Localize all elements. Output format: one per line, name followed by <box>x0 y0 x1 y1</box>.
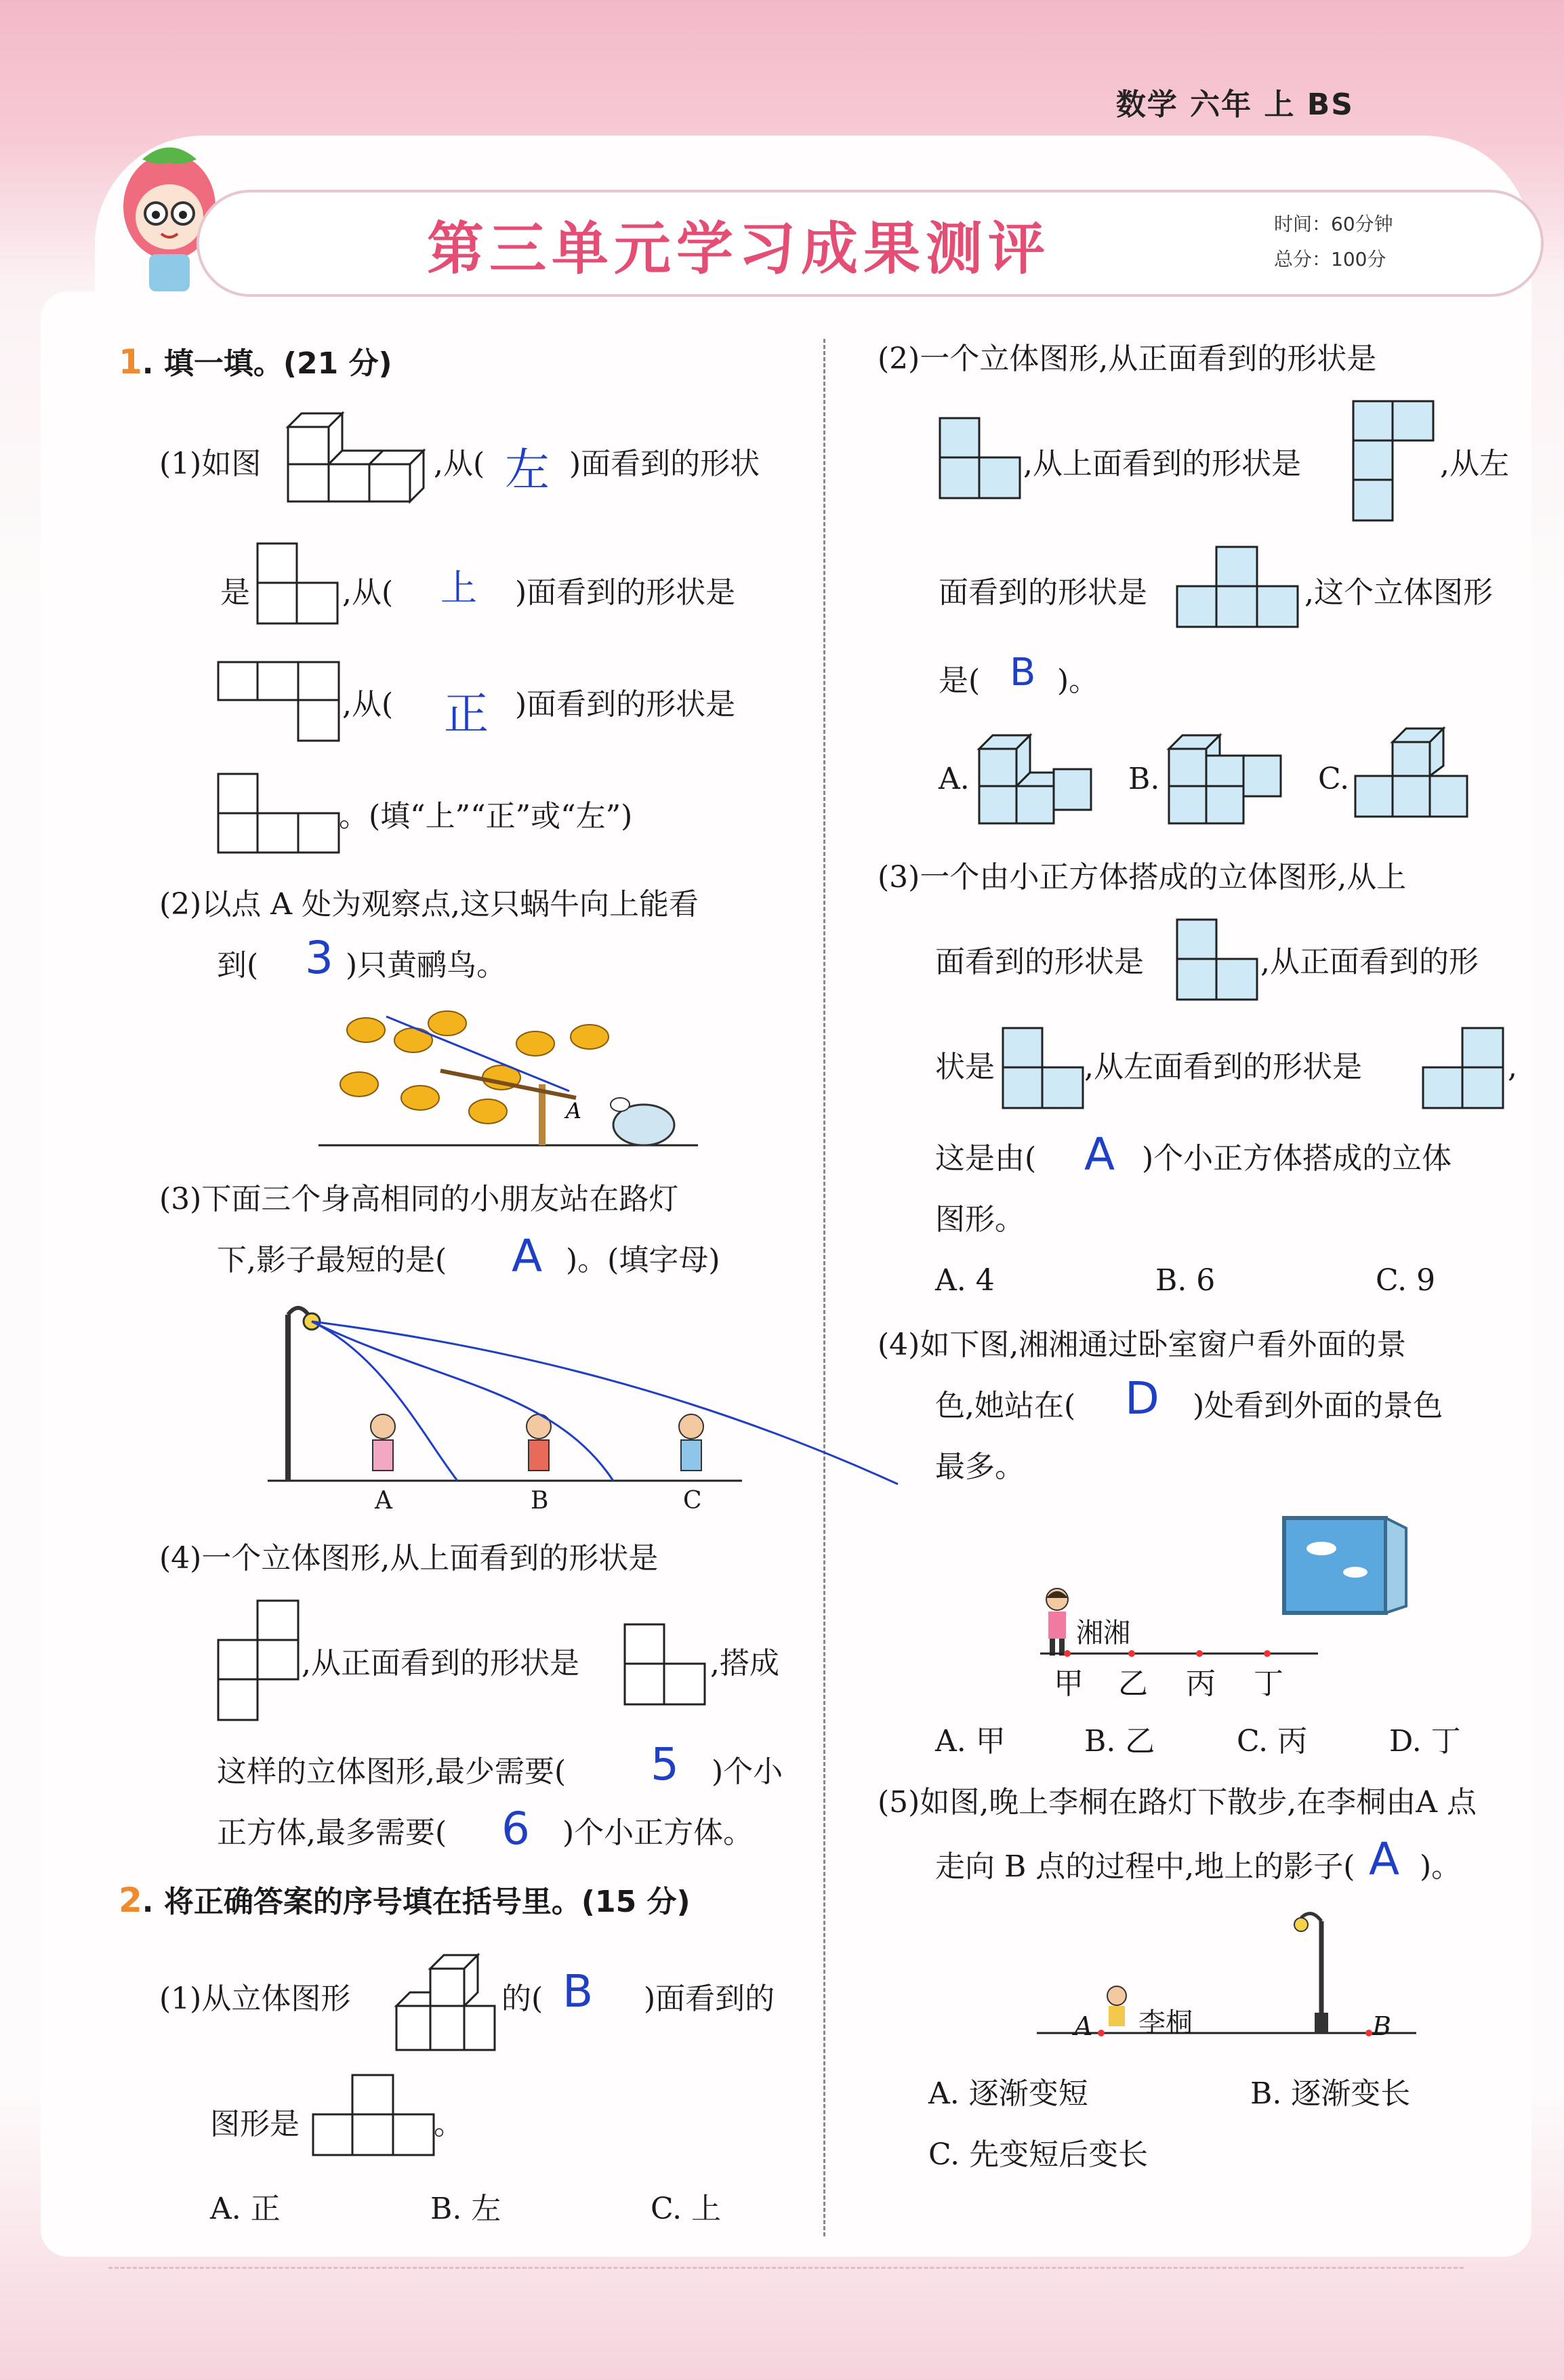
q2-1-text-a: (1)从立体图形 <box>159 1982 351 2016</box>
answer-2-3: A <box>1084 1128 1115 1181</box>
book-label: 数学 六年 上 BS <box>1115 87 1354 122</box>
answer-1-1-b: 上 <box>440 567 477 609</box>
front-view-shape <box>623 1623 707 1707</box>
q2-5-text-b: 走向 B 点的过程中,地上的影子( <box>935 1849 1355 1884</box>
q1-4-text-a: (4)一个立体图形,从上面看到的形状是 <box>159 1541 659 1576</box>
q2-5-option-b: B. 逐渐变长 <box>1250 2076 1411 2111</box>
q2-1-text-c: )面看到的 <box>644 1982 775 2016</box>
view-shape-a <box>256 542 340 627</box>
view-shape-b <box>217 661 342 743</box>
q2-2-option-b-label: B. <box>1128 762 1160 796</box>
q1-2-text-a: (2)以点 A 处为观察点,这只蜗牛向上能看 <box>159 887 699 922</box>
answer-1-4-min: 5 <box>651 1738 679 1790</box>
q2-3-text-b: 面看到的形状是 <box>935 945 1144 979</box>
girl-label: 湘湘 <box>1076 1618 1130 1649</box>
q2-3-text-g: 这是由( <box>935 1141 1037 1176</box>
q1-1-text-i: 。(填“上”“正”或“左”) <box>339 799 633 834</box>
q2-1-text-e: 。 <box>434 2107 464 2141</box>
q1-4-text-d: 这样的立体图形,最少需要( <box>217 1755 567 1789</box>
q1-1-text-f: )面看到的形状是 <box>515 575 736 610</box>
q1-4-text-f: 正方体,最多需要( <box>217 1815 447 1850</box>
q2-5-text-a: (5)如图,晚上李桐在路灯下散步,在李桐由A 点 <box>878 1785 1477 1820</box>
q1-4-text-g: )个小正方体。 <box>562 1815 754 1850</box>
q2-1-option-a: A. 正 <box>210 2192 281 2226</box>
section-1-heading: 1. 填一填。(21 分) <box>119 342 392 382</box>
q2-4-option-d: D. 丁 <box>1389 1724 1461 1759</box>
q1-4-text-c: ,搭成 <box>710 1646 779 1681</box>
child-a-label: A <box>375 1487 392 1515</box>
q2-5-option-a: A. 逐渐变短 <box>928 2076 1088 2111</box>
point-ding: 丁 <box>1254 1666 1283 1701</box>
answer-1-3: A <box>512 1230 543 1282</box>
point-yi: 乙 <box>1118 1666 1148 1701</box>
answer-2-1: B <box>562 1965 594 2017</box>
section-title: 将正确答案的序号填在括号里。(15 分) <box>163 1885 691 1919</box>
q1-1-text-c: )面看到的形状 <box>569 447 760 481</box>
view-shape-d <box>312 2074 436 2158</box>
section-number: 2 <box>119 1881 142 1920</box>
q2-4-text-c: )处看到外面的景色 <box>1193 1389 1443 1423</box>
point-a-label: A <box>1074 2011 1093 2041</box>
option-c-figure <box>1352 718 1474 827</box>
q1-3-text-c: )。(填字母) <box>566 1243 720 1277</box>
point-jia: 甲 <box>1054 1666 1084 1701</box>
q1-1-text-g: ,从( <box>342 687 394 722</box>
view-shape-c <box>217 773 342 855</box>
time-limit: 时间：60分钟 <box>1274 213 1393 235</box>
q2-3-option-b: B. 6 <box>1155 1263 1216 1298</box>
q2-2-text-g: )。 <box>1057 663 1099 698</box>
q2-2-option-a-label: A. <box>939 762 970 796</box>
lamp-walk-illustration <box>1037 1908 1416 2043</box>
person-label: 李桐 <box>1138 2007 1193 2038</box>
page-title: 第三单元学习成果测评 <box>427 216 1051 282</box>
q1-1-text-e: ,从( <box>342 575 394 610</box>
solid-figure-3d-b <box>393 1942 501 2053</box>
q1-1-text-a: (1)如图 <box>159 447 262 481</box>
q2-4-option-a: A. 甲 <box>935 1724 1006 1759</box>
q1-1-text-d: 是 <box>220 575 250 610</box>
q2-1-text-b: 的( <box>501 1982 543 2016</box>
q2-1-option-c: C. 上 <box>651 2192 722 2226</box>
exam-meta <box>1274 207 1393 277</box>
answer-2-5: A <box>1369 1833 1400 1885</box>
answer-1-1-c: 正 <box>444 688 489 740</box>
q1-4-text-b: ,从正面看到的形状是 <box>302 1646 579 1681</box>
q1-3-text-b: 下,影子最短的是( <box>217 1243 447 1277</box>
q2-3-text-f: , <box>1508 1050 1517 1084</box>
q2-2-text-f: 是( <box>939 663 981 698</box>
q2-3-text-c: ,从正面看到的形 <box>1260 945 1479 979</box>
answer-1-1-a: 左 <box>505 444 550 496</box>
q2-2-text-e: ,这个立体图形 <box>1304 575 1493 610</box>
q2-4-text-d: 最多。 <box>935 1450 1025 1484</box>
answer-1-2: 3 <box>305 932 333 984</box>
q2-3-text-i: 图形。 <box>935 1202 1025 1237</box>
q2-3-text-a: (3)一个由小正方体搭成的立体图形,从上 <box>878 860 1407 895</box>
section-number: 1 <box>119 342 142 382</box>
left-view-shape-3 <box>1422 1027 1506 1111</box>
q2-3-text-d: 状是 <box>935 1050 995 1084</box>
q2-5-text-c: )。 <box>1420 1849 1462 1884</box>
answer-2-4: D <box>1125 1372 1159 1424</box>
point-line <box>1040 1647 1318 1660</box>
left-view-shape-2 <box>1176 546 1300 630</box>
q1-4-text-e: )个小 <box>712 1755 783 1789</box>
q2-3-text-e: ,从左面看到的形状是 <box>1084 1050 1362 1084</box>
option-a-figure <box>976 718 1098 827</box>
section-2-heading: 2. 将正确答案的序号填在括号里。(15 分) <box>119 1881 691 1920</box>
q2-3-option-c: C. 9 <box>1376 1263 1436 1298</box>
q2-2-option-c-label: C. <box>1318 762 1350 796</box>
total-score: 总分：100分 <box>1274 248 1386 270</box>
q1-1-text-h: )面看到的形状是 <box>515 687 736 722</box>
q2-1-option-b: B. 左 <box>430 2192 501 2226</box>
answer-2-2: B <box>1010 651 1036 695</box>
window-illustration <box>1274 1511 1409 1620</box>
snail-birds-illustration <box>318 1003 698 1152</box>
q1-1-text-b: ,从( <box>434 447 485 481</box>
point-bing: 丙 <box>1186 1666 1216 1701</box>
street-lamp-children-illustration <box>268 1301 905 1518</box>
q2-2-text-b: ,从上面看到的形状是 <box>1023 447 1301 481</box>
top-view-shape-2 <box>1352 400 1436 523</box>
front-view-shape-3 <box>1002 1027 1086 1111</box>
q2-4-option-c: C. 丙 <box>1237 1724 1308 1759</box>
point-b-label: B <box>1372 2011 1391 2041</box>
q2-4-text-a: (4)如下图,湘湘通过卧室窗户看外面的景 <box>878 1328 1407 1362</box>
q2-2-text-d: 面看到的形状是 <box>939 575 1147 610</box>
q2-1-text-d: 图形是 <box>210 2107 300 2141</box>
q1-2-text-b: 到( <box>217 948 259 983</box>
answer-1-4-max: 6 <box>501 1803 530 1855</box>
front-view-shape-2 <box>939 417 1023 501</box>
top-view-shape-3 <box>1176 918 1260 1002</box>
q2-4-option-b: B. 乙 <box>1084 1724 1155 1759</box>
top-view-shape <box>217 1599 301 1723</box>
child-b-label: B <box>531 1487 549 1515</box>
q1-3-text-a: (3)下面三个身高相同的小朋友站在路灯 <box>159 1182 679 1216</box>
q2-4-text-b: 色,她站在( <box>935 1389 1076 1423</box>
q2-5-option-c: C. 先变短后变长 <box>928 2137 1149 2172</box>
q2-3-option-a: A. 4 <box>935 1263 995 1298</box>
solid-figure-3d <box>285 407 427 508</box>
column-divider <box>823 339 825 2236</box>
q1-2-text-c: )只黄鹂鸟。 <box>346 948 507 983</box>
q2-2-text-a: (2)一个立体图形,从正面看到的形状是 <box>878 342 1377 376</box>
q2-3-text-h: )个小正方体搭成的立体 <box>1142 1141 1452 1176</box>
child-c-label: C <box>683 1487 702 1515</box>
q2-2-text-c: ,从左 <box>1440 447 1509 481</box>
point-a-label: A <box>566 1098 582 1124</box>
section-title: 填一填。(21 分) <box>163 346 392 381</box>
footer-divider <box>108 2267 1464 2269</box>
option-b-figure <box>1166 718 1288 827</box>
